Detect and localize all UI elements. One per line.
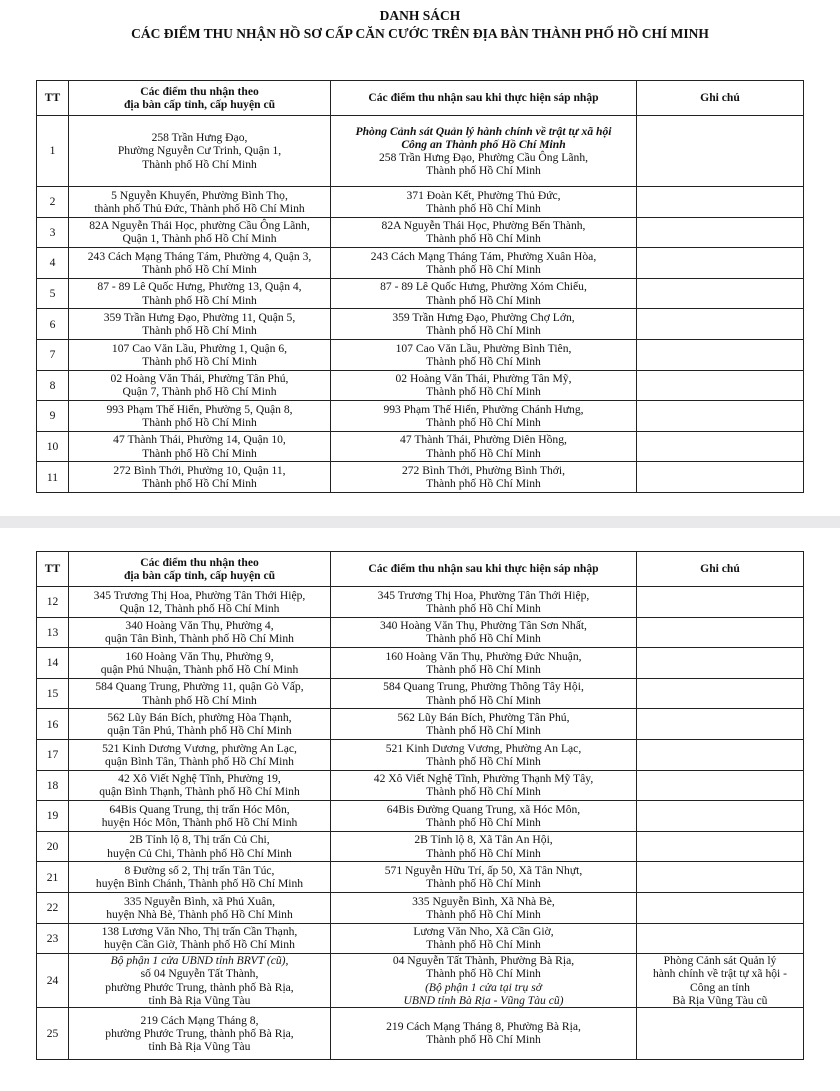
row-number: 23 [37, 923, 69, 954]
new-location-line: 335 Nguyễn Bình, Xã Nhà Bè, [412, 894, 555, 908]
new-location-line: Thành phố Hồ Chí Minh [426, 754, 541, 768]
new-location-cell [331, 739, 637, 770]
new-location-line: Thành phố Hồ Chí Minh [426, 232, 541, 246]
doc-subtitle: CÁC ĐIỂM THU NHẬN HỒ SƠ CẤP CĂN CƯỚC TRÊN ĐỊA BÀN THÀNH PHỐ HỒ CHÍ MINH [131, 26, 709, 41]
old-location-line: Thành phố Hồ Chí Minh [142, 324, 257, 338]
note-line: Phòng Cảnh sát Quản lý [663, 954, 777, 968]
row-number: 18 [37, 770, 69, 801]
old-location-line: Phường Nguyễn Cư Trinh, Quận 1, [117, 144, 282, 158]
old-location-line: tỉnh Bà Rịa Vũng Tàu [148, 993, 251, 1007]
old-location-line: 8 Đường số 2, Thị trấn Tân Túc, [124, 863, 275, 877]
old-location-line: huyện Bình Chánh, Thành phố Hồ Chí Minh [95, 877, 304, 891]
new-location-line: 272 Bình Thới, Phường Bình Thới, [401, 463, 566, 477]
new-location-line: Thành phố Hồ Chí Minh [426, 262, 541, 276]
new-location-cell [331, 431, 637, 462]
row-number: 15 [37, 678, 69, 709]
old-location-line: quận Tân Bình, Thành phố Hồ Chí Minh [105, 632, 294, 646]
old-location-line: thành phố Thủ Đức, Thành phố Hồ Chí Minh [94, 201, 305, 215]
old-location-line: Thành phố Hồ Chí Minh [142, 262, 257, 276]
new-location-line: 2B Tỉnh lộ 8, Xã Tân An Hội, [414, 833, 553, 847]
old-location-cell [69, 309, 331, 340]
old-location-line: số 04 Nguyễn Tất Thành, [140, 967, 259, 981]
new-location-line: Thành phố Hồ Chí Minh [426, 693, 541, 707]
old-location-cell [69, 248, 331, 279]
old-location-line: huyện Hóc Môn, Thành phố Hồ Chí Minh [101, 815, 298, 829]
row-number: 10 [37, 431, 69, 462]
row-number: 3 [37, 217, 69, 248]
new-location-cell [331, 339, 637, 370]
old-location-line: 345 Trương Thị Hoa, Phường Tân Thới Hiệp, [93, 588, 306, 602]
old-location-cell [69, 617, 331, 648]
table-row [37, 770, 804, 801]
table-body-part-2 [37, 587, 804, 1060]
row-number: 1 [37, 116, 69, 187]
new-location-line: Thành phố Hồ Chí Minh [426, 415, 541, 429]
note-cell [637, 954, 804, 1008]
new-location-line: Thành phố Hồ Chí Minh [426, 601, 541, 615]
table-row [37, 892, 804, 923]
note-line: Công an tỉnh [690, 980, 750, 994]
new-location-line: 04 Nguyễn Tất Thành, Phường Bà Rịa, [392, 954, 575, 968]
old-location-cell [69, 954, 331, 1008]
note-cell [637, 248, 804, 279]
note-line: Bà Rịa Vũng Tàu cũ [672, 993, 768, 1007]
table-header-row [37, 81, 804, 116]
old-location-line: phường Phước Trung, thành phố Bà Rịa, [105, 1026, 294, 1040]
old-location-line: huyện Cần Giờ, Thành phố Hồ Chí Minh [104, 938, 295, 952]
row-number: 8 [37, 370, 69, 401]
old-location-line: 521 Kinh Dương Vương, phường An Lạc, [102, 741, 297, 755]
row-number: 9 [37, 401, 69, 432]
old-location-line: 562 Lũy Bán Bích, phường Hòa Thạnh, [107, 710, 292, 724]
new-location-line: 47 Thành Thái, Phường Diên Hồng, [400, 433, 567, 447]
new-location-line: Thành phố Hồ Chí Minh [426, 632, 541, 646]
old-location-line: quận Bình Tân, Thành phố Hồ Chí Minh [105, 754, 294, 768]
row-number: 7 [37, 339, 69, 370]
note-cell [637, 187, 804, 218]
new-location-line: 371 Đoàn Kết, Phường Thủ Đức, [406, 188, 561, 202]
old-location-line: 5 Nguyễn Khuyến, Phường Bình Thọ, [111, 188, 288, 202]
note-cell [637, 739, 804, 770]
row-number: 20 [37, 831, 69, 862]
page-1 [0, 0, 840, 516]
new-location-line: 562 Lũy Bán Bích, Phường Tân Phú, [397, 710, 570, 724]
row-number: 14 [37, 648, 69, 679]
doc-title: DANH SÁCH [379, 8, 461, 23]
table-row [37, 587, 804, 618]
header-note: Ghi chú [637, 81, 804, 116]
new-location-line: Thành phố Hồ Chí Minh [426, 815, 541, 829]
new-location-cell [331, 892, 637, 923]
new-location-cell [331, 709, 637, 740]
note-cell [637, 309, 804, 340]
row-number: 21 [37, 862, 69, 893]
table-row [37, 339, 804, 370]
table-row [37, 370, 804, 401]
new-location-office-note: (Bộ phận 1 cửa tại trụ sở [425, 980, 542, 994]
row-number: 25 [37, 1007, 69, 1059]
row-number: 4 [37, 248, 69, 279]
new-location-line: 107 Cao Văn Lầu, Phường Bình Tiên, [395, 341, 572, 355]
table-header-row [37, 552, 804, 587]
new-location-line: Thành phố Hồ Chí Minh [426, 785, 541, 799]
old-location-cell [69, 709, 331, 740]
old-location-line: 82A Nguyễn Thái Học, phường Cầu Ông Lãnh, [89, 219, 310, 233]
note-cell [637, 862, 804, 893]
header-note: Ghi chú [637, 552, 804, 587]
note-cell [637, 801, 804, 832]
table-row [37, 248, 804, 279]
new-location-cell [331, 370, 637, 401]
new-location-line: 82A Nguyễn Thái Học, Phường Bến Thành, [381, 219, 586, 233]
table-row [37, 678, 804, 709]
header-new-points: Các điểm thu nhận sau khi thực hiện sáp nhập [331, 552, 637, 587]
old-location-line: huyện Nhà Bè, Thành phố Hồ Chí Minh [106, 907, 293, 921]
points-table-part-1 [36, 80, 804, 493]
header-old-line-2: địa bàn cấp tỉnh, cấp huyện cũ [123, 569, 276, 582]
old-location-cell [69, 370, 331, 401]
header-old-line-1: Các điểm thu nhận theo [140, 555, 259, 569]
old-location-cell [69, 217, 331, 248]
old-location-cell [69, 587, 331, 618]
old-location-line: Thành phố Hồ Chí Minh [142, 354, 257, 368]
old-location-line: quận Phú Nhuận, Thành phố Hồ Chí Minh [100, 662, 299, 676]
note-cell [637, 831, 804, 862]
old-location-cell [69, 862, 331, 893]
new-location-cell [331, 770, 637, 801]
header-new-points: Các điểm thu nhận sau khi thực hiện sáp nhập [331, 81, 637, 116]
old-location-line: 272 Bình Thới, Phường 10, Quận 11, [113, 463, 286, 477]
new-location-cell [331, 617, 637, 648]
new-location-line: Thành phố Hồ Chí Minh [426, 164, 541, 178]
table-row [37, 431, 804, 462]
new-location-line: 160 Hoàng Văn Thụ, Phường Đức Nhuận, [385, 649, 582, 663]
new-location-line: 42 Xô Viết Nghệ Tĩnh, Phường Thạnh Mỹ Tây, [373, 772, 594, 786]
row-number: 11 [37, 462, 69, 493]
table-row [37, 739, 804, 770]
table-row [37, 862, 804, 893]
note-cell [637, 370, 804, 401]
new-location-cell [331, 862, 637, 893]
new-location-cell [331, 116, 637, 187]
header-old-line-1: Các điểm thu nhận theo [140, 84, 259, 98]
table-row [37, 954, 804, 1008]
old-location-line: huyện Củ Chi, Thành phố Hồ Chí Minh [107, 846, 292, 860]
header-tt: TT [37, 552, 69, 587]
new-location-cell [331, 923, 637, 954]
new-location-line: 243 Cách Mạng Tháng Tám, Phường Xuân Hòa, [370, 249, 597, 263]
table-row [37, 709, 804, 740]
new-location-line: Thành phố Hồ Chí Minh [426, 446, 541, 460]
old-location-cell [69, 401, 331, 432]
old-location-line: Quận 1, Thành phố Hồ Chí Minh [122, 232, 277, 246]
new-location-line: 521 Kinh Dương Vương, Phường An Lạc, [385, 741, 582, 755]
new-location-cell [331, 309, 637, 340]
new-location-line: Thành phố Hồ Chí Minh [426, 324, 541, 338]
note-cell [637, 770, 804, 801]
old-location-cell [69, 462, 331, 493]
old-location-line: 2B Tỉnh lộ 8, Thị trấn Củ Chi, [129, 833, 270, 847]
table-row [37, 648, 804, 679]
row-number: 12 [37, 587, 69, 618]
old-location-cell [69, 648, 331, 679]
new-location-line: 258 Trần Hưng Đạo, Phường Cầu Ông Lãnh, [378, 151, 589, 164]
old-location-line: 993 Phạm Thế Hiển, Phường 5, Quận 8, [106, 402, 293, 416]
new-location-line: Thành phố Hồ Chí Minh [426, 967, 541, 981]
note-line: hành chính về trật tự xã hội - [652, 967, 788, 981]
table-row [37, 278, 804, 309]
header-tt: TT [37, 81, 69, 116]
note-cell [637, 892, 804, 923]
new-location-line: 64Bis Đường Quang Trung, xã Hóc Môn, [386, 802, 581, 816]
table-row [37, 923, 804, 954]
old-location-line: 64Bis Quang Trung, thị trấn Hóc Môn, [109, 802, 290, 816]
old-location-line: Thành phố Hồ Chí Minh [142, 693, 257, 707]
old-location-line: 258 Trần Hưng Đạo, [151, 131, 248, 145]
old-location-cell [69, 739, 331, 770]
old-location-line: 584 Quang Trung, Phường 11, quận Gò Vấp, [95, 680, 304, 694]
new-location-cell [331, 801, 637, 832]
new-location-line: Thành phố Hồ Chí Minh [426, 877, 541, 891]
new-location-cell [331, 248, 637, 279]
new-location-agency-line-2: Công an Thành phố Hồ Chí Minh [401, 137, 566, 151]
new-location-line: 584 Quang Trung, Phường Thông Tây Hội, [383, 680, 584, 694]
note-cell [637, 709, 804, 740]
note-cell [637, 678, 804, 709]
note-cell [637, 617, 804, 648]
new-location-cell [331, 678, 637, 709]
note-cell [637, 401, 804, 432]
old-location-line: Thành phố Hồ Chí Minh [142, 157, 257, 171]
old-location-line: 47 Thành Thái, Phường 14, Quận 10, [113, 433, 286, 447]
new-location-cell [331, 831, 637, 862]
new-location-line: Thành phố Hồ Chí Minh [426, 846, 541, 860]
row-number: 16 [37, 709, 69, 740]
header-old-line-2: địa bàn cấp tỉnh, cấp huyện cũ [123, 98, 276, 111]
old-location-cell [69, 801, 331, 832]
old-location-cell [69, 831, 331, 862]
note-cell [637, 278, 804, 309]
old-location-cell [69, 116, 331, 187]
new-location-line: Thành phố Hồ Chí Minh [426, 724, 541, 738]
new-location-line: 993 Phạm Thế Hiển, Phường Chánh Hưng, [383, 402, 584, 416]
old-location-line: 219 Cách Mạng Tháng 8, [140, 1013, 259, 1027]
new-location-line: Thành phố Hồ Chí Minh [426, 938, 541, 952]
note-cell [637, 217, 804, 248]
table-row [37, 831, 804, 862]
new-location-line: Lương Văn Nho, Xã Cần Giờ, [413, 925, 554, 939]
table-row [37, 801, 804, 832]
row-number: 5 [37, 278, 69, 309]
note-cell [637, 431, 804, 462]
old-location-line: 243 Cách Mạng Tháng Tám, Phường 4, Quận 3, [87, 249, 312, 263]
table-row [37, 617, 804, 648]
note-cell [637, 339, 804, 370]
old-location-line: 87 - 89 Lê Quốc Hưng, Phường 13, Quận 4, [97, 280, 302, 294]
new-location-agency: Phòng Cảnh sát Quản lý hành chính về trật tự xã hội [355, 124, 612, 138]
table-row [37, 187, 804, 218]
note-cell [637, 116, 804, 187]
new-location-cell [331, 401, 637, 432]
new-location-line: Thành phố Hồ Chí Minh [426, 907, 541, 921]
new-location-cell [331, 648, 637, 679]
new-location-line: 345 Trương Thị Hoa, Phường Tân Thới Hiệp, [377, 588, 590, 602]
new-location-cell [331, 217, 637, 248]
row-number: 19 [37, 801, 69, 832]
old-location-line: Quận 7, Thành phố Hồ Chí Minh [122, 385, 277, 399]
note-cell [637, 923, 804, 954]
old-location-line: 160 Hoàng Văn Thụ, Phường 9, [125, 649, 274, 663]
new-location-line: 02 Hoàng Văn Thái, Phường Tân Mỹ, [395, 372, 572, 386]
old-location-cell [69, 339, 331, 370]
new-location-line: Thành phố Hồ Chí Minh [426, 354, 541, 368]
new-location-line: 571 Nguyễn Hữu Trí, ấp 50, Xã Tân Nhựt, [384, 863, 583, 877]
table-row [37, 217, 804, 248]
table-row [37, 116, 804, 187]
new-location-line: 219 Cách Mạng Tháng 8, Phường Bà Rịa, [386, 1020, 581, 1034]
row-number: 13 [37, 617, 69, 648]
new-location-line: Thành phố Hồ Chí Minh [426, 293, 541, 307]
new-location-cell [331, 954, 637, 1008]
table-row [37, 462, 804, 493]
new-location-line: 340 Hoàng Văn Thụ, Phường Tân Sơn Nhất, [380, 619, 587, 633]
header-old-points [69, 552, 331, 587]
old-location-line: Thành phố Hồ Chí Minh [142, 293, 257, 307]
new-location-cell [331, 187, 637, 218]
new-location-office-note: UBND tỉnh Bà Rịa - Vũng Tàu cũ) [403, 993, 564, 1007]
new-location-cell [331, 278, 637, 309]
old-location-cell [69, 1007, 331, 1059]
row-number: 24 [37, 954, 69, 1008]
old-location-line: 107 Cao Văn Lầu, Phường 1, Quận 6, [111, 341, 288, 355]
old-location-line: 335 Nguyễn Bình, xã Phú Xuân, [123, 894, 276, 908]
new-location-line: Thành phố Hồ Chí Minh [426, 201, 541, 215]
note-cell [637, 1007, 804, 1059]
old-location-line: quận Bình Thạnh, Thành phố Hồ Chí Minh [99, 785, 300, 799]
old-location-line: phường Phước Trung, thành phố Bà Rịa, [105, 980, 294, 994]
row-number: 17 [37, 739, 69, 770]
old-location-cell [69, 770, 331, 801]
old-location-line: 02 Hoàng Văn Thái, Phường Tân Phú, [110, 372, 289, 386]
row-number: 2 [37, 187, 69, 218]
old-location-cell [69, 892, 331, 923]
old-location-line: tỉnh Bà Rịa Vũng Tàu [148, 1040, 251, 1054]
new-location-line: Thành phố Hồ Chí Minh [426, 1033, 541, 1047]
table-row [37, 309, 804, 340]
old-location-line: Thành phố Hồ Chí Minh [142, 415, 257, 429]
new-location-cell [331, 462, 637, 493]
old-location-line: Quận 12, Thành phố Hồ Chí Minh [119, 601, 280, 615]
note-cell [637, 587, 804, 618]
old-location-office-note: Bộ phận 1 cửa UBND tỉnh BRVT (cũ), [110, 954, 289, 968]
old-location-cell [69, 278, 331, 309]
row-number: 22 [37, 892, 69, 923]
table-row [37, 1007, 804, 1059]
old-location-line: 359 Trần Hưng Đạo, Phường 11, Quận 5, [103, 310, 296, 324]
old-location-cell [69, 923, 331, 954]
old-location-cell [69, 187, 331, 218]
new-location-line: Thành phố Hồ Chí Minh [426, 662, 541, 676]
points-table-part-2 [36, 551, 804, 1060]
old-location-line: Thành phố Hồ Chí Minh [142, 446, 257, 460]
table-row [37, 401, 804, 432]
note-cell [637, 648, 804, 679]
old-location-line: Thành phố Hồ Chí Minh [142, 477, 257, 491]
new-location-line: Thành phố Hồ Chí Minh [426, 477, 541, 491]
new-location-line: 359 Trần Hưng Đạo, Phường Chợ Lớn, [392, 310, 575, 324]
old-location-line: quận Tân Phú, Thành phố Hồ Chí Minh [107, 724, 292, 738]
row-number: 6 [37, 309, 69, 340]
new-location-line: 87 - 89 Lê Quốc Hưng, Phường Xóm Chiếu, [380, 280, 587, 294]
table-body-part-1 [37, 116, 804, 493]
old-location-line: 340 Hoàng Văn Thụ, Phường 4, [125, 619, 274, 633]
new-location-cell [331, 587, 637, 618]
old-location-cell [69, 431, 331, 462]
old-location-line: 138 Lương Văn Nho, Thị trấn Cần Thạnh, [101, 925, 298, 939]
note-cell [637, 462, 804, 493]
new-location-line: Thành phố Hồ Chí Minh [426, 385, 541, 399]
header-old-points [69, 81, 331, 116]
page-2 [0, 528, 840, 1091]
old-location-cell [69, 678, 331, 709]
old-location-line: 42 Xô Viết Nghệ Tĩnh, Phường 19, [118, 772, 281, 786]
new-location-cell [331, 1007, 637, 1059]
